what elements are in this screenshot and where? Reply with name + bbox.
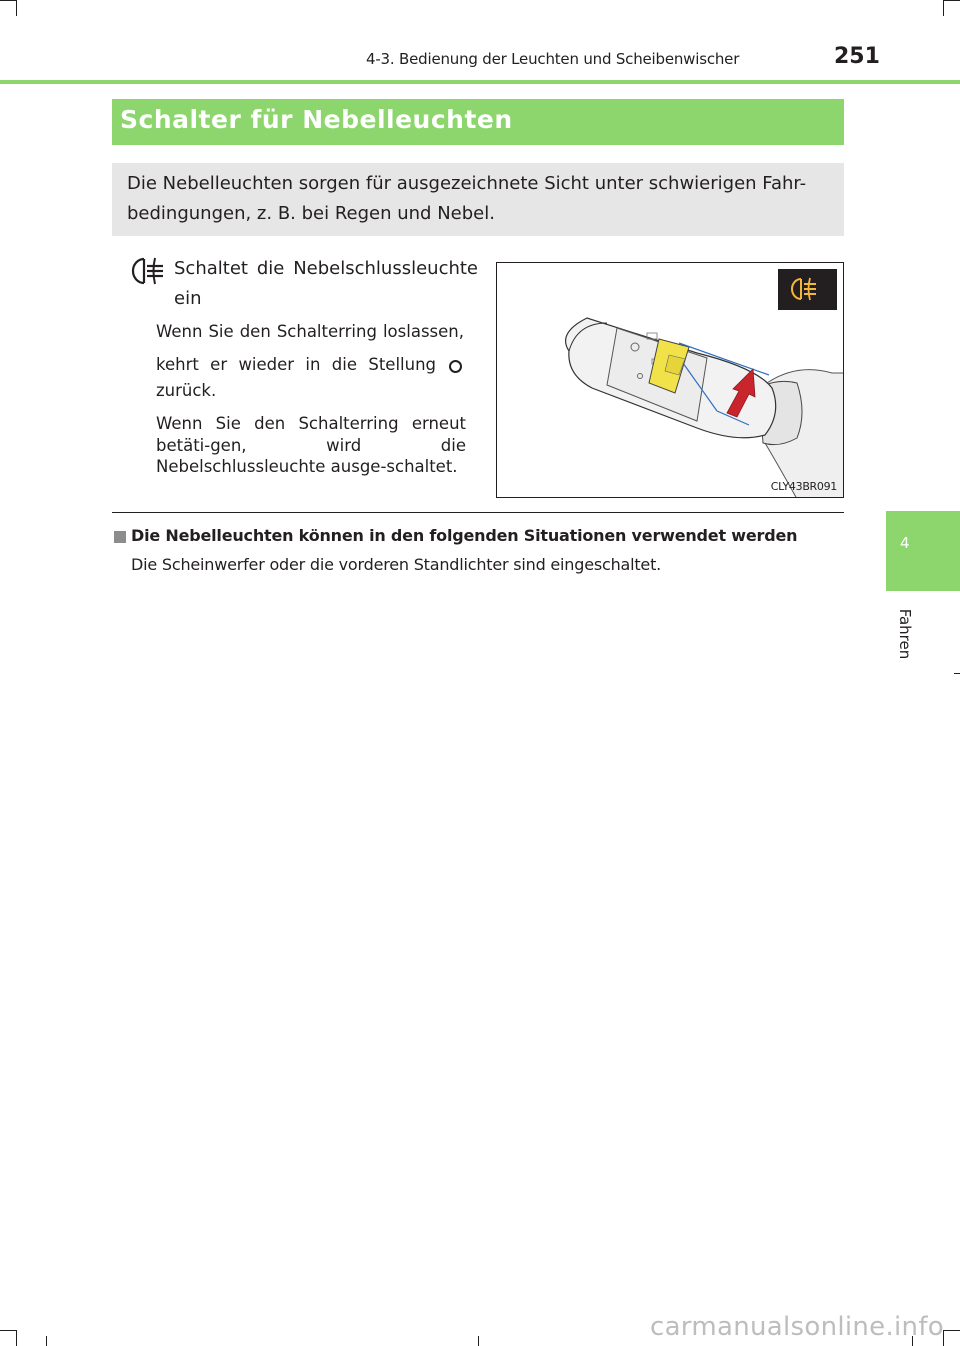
watermark: carmanualsonline.info bbox=[649, 1312, 944, 1342]
chapter-tab bbox=[886, 511, 960, 591]
switch-off-text: Wenn Sie den Schalterring erneut betäti-gen, wird die Nebelschlussleuchte ausge-schaltet. bbox=[156, 414, 466, 476]
crop-mark bbox=[0, 1330, 16, 1331]
running-header: 4-3. Bedienung der Leuchten und Scheibenwischer bbox=[366, 50, 740, 68]
intro-text: Die Nebelleuchten sorgen für ausgezeichnete Sicht unter schwierigen Fahr-bedingungen, z. B. bei Regen und Nebel. bbox=[127, 173, 807, 224]
section-divider bbox=[112, 512, 844, 513]
section-title-bar bbox=[112, 99, 844, 145]
section-title: Schalter für Nebelleuchten bbox=[120, 105, 513, 134]
crop-mark bbox=[944, 0, 960, 1]
note-heading: Die Nebelleuchten können in den folgenden Situationen verwendet werden bbox=[131, 526, 798, 545]
page-number: 251 bbox=[834, 44, 880, 69]
light-switch-figure bbox=[496, 262, 844, 498]
chapter-number: 4 bbox=[900, 534, 910, 552]
crop-mark bbox=[46, 1336, 47, 1346]
crop-mark bbox=[16, 0, 17, 16]
release-text-line1: Wenn Sie den Schalterring loslassen, bbox=[156, 322, 464, 341]
figure-code: CLY43BR091 bbox=[770, 480, 837, 493]
rear-fog-light-indicator-icon bbox=[778, 269, 837, 310]
note-body: Die Scheinwerfer oder die vorderen Standlichter sind eingeschaltet. bbox=[131, 555, 662, 574]
release-text-line2: kehrt er wieder in die Stellung bbox=[156, 355, 436, 374]
chapter-label: Fahren bbox=[896, 608, 914, 660]
header-rule bbox=[0, 80, 960, 84]
crop-mark bbox=[478, 1336, 479, 1346]
item-label: Schaltet die Nebelschlussleuchte bbox=[174, 258, 478, 279]
release-text-line3: zurück. bbox=[156, 381, 217, 400]
note-bullet-icon bbox=[114, 531, 126, 543]
rear-fog-light-icon bbox=[130, 254, 168, 288]
crop-mark bbox=[944, 1330, 960, 1331]
crop-mark bbox=[954, 673, 960, 674]
crop-mark bbox=[943, 0, 944, 16]
item-label-continued: ein bbox=[174, 288, 202, 309]
crop-mark bbox=[0, 0, 16, 1]
crop-mark bbox=[16, 1330, 17, 1346]
intro-box bbox=[112, 163, 844, 236]
off-position-icon bbox=[449, 360, 462, 373]
